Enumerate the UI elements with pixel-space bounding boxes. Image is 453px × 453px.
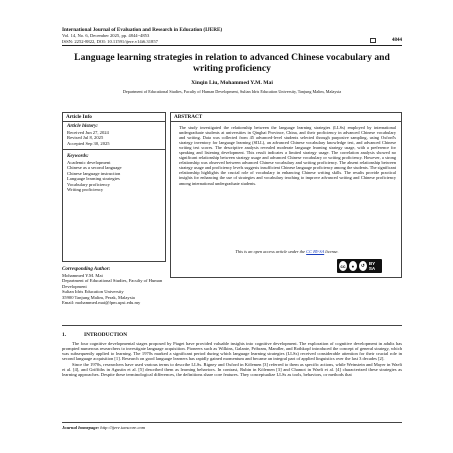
section-number: 1. [62,332,67,338]
header-divider [62,45,402,46]
journal-logo-icon [370,38,376,43]
corr-university: Sultan Idris Education University [62,289,124,295]
journal-issn-doi: ISSN: 2252-8822, DOI: 10.11591/ijere.v14i6.31857 [62,38,158,44]
abstract-box [170,112,402,278]
article-history-label: Article history: [67,124,98,129]
footer-label: Journal homepage: [62,425,100,430]
history-accepted: Accepted Sep 30, 2025 [67,140,110,146]
keyword-item: Writing proficiency [67,187,104,193]
section-title: INTRODUCTION [84,332,128,338]
article-info-heading: Article Info [63,113,165,122]
corresponding-author-box [62,265,166,317]
attribution-icon: ● [349,261,357,271]
body-paragraph: Since the 1970s, researchers have used various terms to describe LLSs. Rigney and Oxford in Kölemen [3] referred to them as specific actions, while Weinstein and Mayer in Waeli et al. [4], and Griffiths in Agustin et al. [5] described them as learning behaviors. In contrast, Rubin in Kölemen [3] and Chamot in Waeli et al. [4] characterized these strategies as learning approaches. Despite these terminological differences, the definitions share core features. They conceptualize LLSs as tools, behaviors, or methods that [62,361,402,377]
article-history [63,130,165,146]
keyword-item: Academic development [67,160,111,166]
introduction-body [62,341,402,377]
journal-name: International Journal of Evaluation and Research in Education (IJERE) [62,27,223,33]
abstract-heading: ABSTRACT [171,113,401,122]
article-info-box [62,112,166,262]
corr-email[interactable]: Email: mohammed.mai@fpm.upsi.edu.my [62,300,141,306]
info-divider [63,149,165,150]
body-paragraph: The four cognitive developmental stages proposed by Piaget have provided valuable insights into cognitive development. The exploration of cognitive development in adults has prompted numerous researchers to investigate language acquisition. Pioneers such as Wilkins, Galante, Pribram, Mandler, and Rothkopf introduced the concept of general strategy, which was subsequently applied to learning. The 1970s marked a significant period during which language learning strategies (LLSs) received considerable attention for their crucial role in second language acquisition [1]. Research on good language learners has rapidly gained momentum and became an integral part of applied linguistics over the last 3 decades [2]. [62,341,402,362]
page-footer [62,425,145,430]
license-link[interactable]: CC BY-SA [306,249,325,254]
license-statement [171,249,403,254]
homepage-link[interactable]: http://ijere.iaescore.com [100,425,146,430]
keyword-item: Chinese language instruction [67,170,121,176]
license-prefix: This is an open access article under the [235,249,306,254]
keywords-list [63,160,165,192]
abstract-text: The study investigated the relationship between the language learning strategies (LLSs) employed by international undergraduate students at universities in Qinghai Province, China, and their proficiency in advanced Chinese vocabulary and writing. Data was collected from 45 advanced-level students selected through purposive sampling, using Oxford's strategy inventory for language learning (SILL), an advanced Chinese vocabulary knowledge test, and advanced Chinese writing test scores. The descriptive analysis revealed moderate language learning strategy usage, with a preference for speaking and listening development. This result indicates a limited strategy usage. The correlation analysis showed no significant relationship between strategy usage and advanced Chinese vocabulary or writing proficiency. However, a strong relationship was observed between advanced Chinese vocabulary and writing proficiency. The absent relationship between strategy usage and proficiency levels suggests insufficient Chinese language proficiency among the students. The significant relationship highlights the crucial role of vocabulary in enhancing Chinese writing skills. The results provide practical insights for enhancing the use of strategies and vocabulary teaching to improve advanced writing and Chinese proficiency among international undergraduate students. [179,125,396,186]
introduction-heading [62,332,127,338]
front-matter-divider [62,325,402,326]
license-suffix: license. [325,249,339,254]
cc-icon: cc [339,261,347,271]
corr-department: Department of Educational Studies, Faculty of Human Development [62,278,163,289]
corresponding-author-label: Corresponding Author: [62,267,111,272]
keyword-item: Vocabulary proficiency [67,181,110,187]
share-alike-icon: ↺ [359,261,367,271]
keyword-item: Chinese as a second language [67,165,122,171]
footer-divider [62,422,402,423]
paper-title: Language learning strategies in relation to advanced Chinese vocabulary and writing proficiency [74,52,390,74]
page-number: 4844 [392,38,402,43]
journal-header [62,27,402,44]
cc-by-sa-badge[interactable] [337,259,382,273]
keywords-label: Keywords: [67,154,89,160]
corr-name: Mohammed Y.M. Mai [62,273,103,278]
author-affiliation: Department of Educational Studies, Faculty of Human Development, Sultan Idris Education University, Tanjung Malim, Malaysia [122,89,342,94]
corr-address: 35900 Tanjung Malim, Perak, Malaysia [62,294,135,300]
badge-text: BY SA [368,261,376,271]
keyword-item: Language learning strategies [67,176,120,182]
history-received: Received Jun 27, 2024 [67,130,109,135]
journal-volume: Vol. 14, No. 6, December 2025, pp. 4844~4853 [62,33,150,38]
history-revised: Revised Jul 8, 2025 [67,135,104,141]
author-list: Xinqin Liu, Mohammed Y.M. Mai [191,80,273,86]
